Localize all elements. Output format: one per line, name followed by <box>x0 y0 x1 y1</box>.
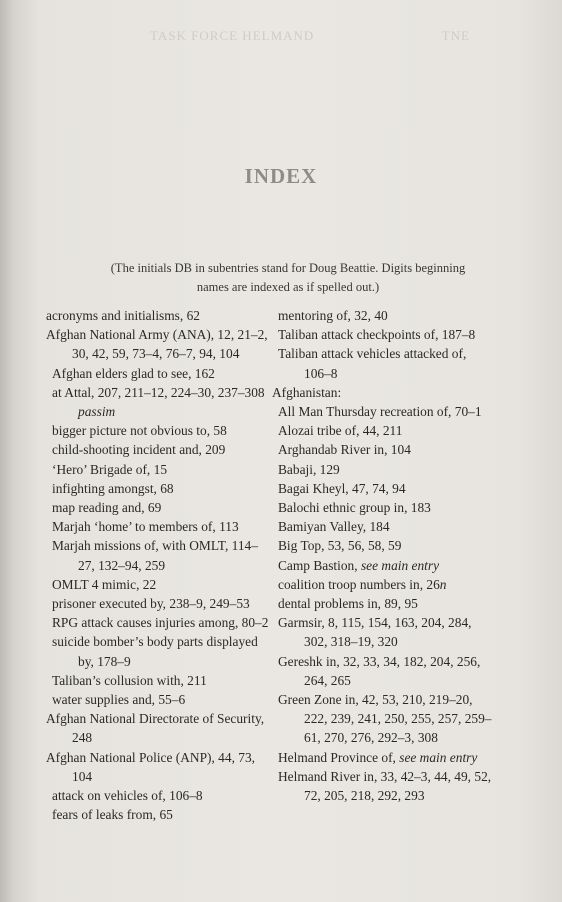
index-entry <box>46 594 272 613</box>
index-entry-text: Taliban attack vehicles attacked of, 106–8 <box>278 346 467 381</box>
index-entry <box>272 440 492 459</box>
index-entry-text: dental problems in, 89, 95 <box>278 596 418 612</box>
index-entry-text: at Attal, 207, 211–12, 224–30, 237–308 <box>52 384 265 400</box>
index-entry <box>46 575 272 594</box>
index-entry <box>272 594 492 613</box>
index-entry-text: RPG attack causes injuries among, 80–2 <box>52 615 269 631</box>
index-entry <box>46 536 272 574</box>
index-entry <box>272 613 492 651</box>
index-entry <box>46 690 272 709</box>
index-entry-text: All Man Thursday recreation of, 70–1 <box>278 404 482 420</box>
index-entry-text: map reading and, 69 <box>52 500 162 516</box>
index-column-left <box>46 306 272 824</box>
index-entry <box>46 709 272 747</box>
index-entry <box>272 383 492 402</box>
index-entry-text: Bamiyan Valley, 184 <box>278 519 390 535</box>
index-entry-text: Garmsir, 8, 115, 154, 163, 204, 284, 302, 318–19, 320 <box>278 615 472 650</box>
index-entry-text: bigger picture not obvious to, 58 <box>52 423 227 439</box>
index-entry-text: Taliban’s collusion with, 211 <box>52 672 207 688</box>
index-entry <box>272 306 492 325</box>
index-entry <box>46 325 272 363</box>
index-entry <box>272 344 492 382</box>
show-through-header <box>150 28 470 48</box>
index-entry-text: Arghandab River in, 104 <box>278 442 411 458</box>
index-entry-text: Bagai Kheyl, 47, 74, 94 <box>278 480 406 496</box>
index-entry <box>46 440 272 459</box>
show-through-left: TASK FORCE HELMAND <box>150 28 315 43</box>
index-entry-text: Afghan elders glad to see, 162 <box>52 365 215 381</box>
index-entry <box>46 498 272 517</box>
index-entry <box>46 421 272 440</box>
index-entry <box>46 613 272 632</box>
index-entry-text: Marjah ‘home’ to members of, 113 <box>52 519 239 535</box>
index-entry <box>46 671 272 690</box>
index-entry-text: Big Top, 53, 56, 58, 59 <box>278 538 402 554</box>
index-entry <box>272 536 492 555</box>
index-entry-italic: see main entry <box>360 557 440 573</box>
index-note: (The initials DB in subentries stand for Doug Beattie. Digits beginning names are indexed as if spelled out.) <box>110 261 466 294</box>
index-entry <box>272 517 492 536</box>
index-entry-italic: n <box>439 576 447 592</box>
index-entry-text: child-shooting incident and, 209 <box>52 442 226 458</box>
index-entry-text: Alozai tribe of, 44, 211 <box>278 423 403 439</box>
index-entry-text: ‘Hero’ Brigade of, 15 <box>52 461 168 477</box>
index-entry-text: Helmand Province of, <box>278 749 400 765</box>
index-entry <box>46 786 272 805</box>
index-entry-text: suicide bomber’s body parts displayed by, 178–9 <box>52 634 258 669</box>
index-entry <box>272 421 492 440</box>
index-entry-text: fears of leaks from, 65 <box>52 807 173 823</box>
index-entry-text: Afghanistan: <box>272 384 342 400</box>
index-entry <box>46 479 272 498</box>
index-entry-text: infighting amongst, 68 <box>52 480 174 496</box>
index-entry-text: Afghan National Police (ANP), 44, 73, 104 <box>46 749 256 784</box>
index-entry-text: Camp Bastion, <box>278 557 361 573</box>
index-entry <box>272 748 492 767</box>
index-column-right <box>272 306 492 805</box>
index-entry-italic: see main entry <box>399 749 478 765</box>
index-entry <box>46 460 272 479</box>
index-entry <box>272 498 492 517</box>
index-entry-text: Helmand River in, 33, 42–3, 44, 49, 52, 72, 205, 218, 292, 293 <box>278 768 492 804</box>
index-entry-text: Afghan National Army (ANA), 12, 21–2, 30, 42, 59, 73–4, 76–7, 94, 104 <box>46 327 268 362</box>
index-entry <box>46 364 272 383</box>
index-entry-text: attack on vehicles of, 106–8 <box>52 788 203 804</box>
index-entry <box>46 748 272 786</box>
index-entry-italic: passim <box>78 404 116 420</box>
index-entry <box>272 767 492 805</box>
index-entry <box>272 556 492 575</box>
index-entry-text: acronyms and initialisms, 62 <box>46 308 200 323</box>
index-entry <box>272 690 492 748</box>
index-entry-text: Taliban attack checkpoints of, 187–8 <box>278 327 476 343</box>
index-entry-text: water supplies and, 55–6 <box>52 692 186 708</box>
index-entry <box>46 632 272 670</box>
index-entry-text: prisoner executed by, 238–9, 249–53 <box>52 596 250 612</box>
index-entry <box>46 306 272 325</box>
index-entry-text: Babaji, 129 <box>278 461 340 477</box>
index-entry <box>46 805 272 824</box>
index-entry <box>272 575 492 594</box>
index-entry-text: Green Zone in, 42, 53, 210, 219–20, 222, 239, 241, 250, 255, 257, 259–61, 270, 276, 292–3, 308 <box>278 692 492 746</box>
index-entry-text: Afghan National Directorate of Security, 248 <box>46 711 265 746</box>
index-entry <box>46 517 272 536</box>
index-entry-text: Marjah missions of, with OMLT, 114–27, 132–94, 259 <box>52 538 258 573</box>
index-entry-text: Gereshk in, 32, 33, 34, 182, 204, 256, 264, 265 <box>278 653 481 688</box>
page-title: INDEX <box>244 164 318 188</box>
index-entry-text: mentoring of, 32, 40 <box>278 308 388 323</box>
index-entry <box>272 479 492 498</box>
index-entry <box>272 460 492 479</box>
index-entry <box>272 402 492 421</box>
index-entry <box>272 652 492 690</box>
index-entry-text: coalition troop numbers in, 26 <box>278 576 440 592</box>
index-entry <box>272 325 492 344</box>
index-entry-text: OMLT 4 mimic, 22 <box>52 576 157 592</box>
show-through-right: TNE <box>441 28 470 43</box>
index-entry <box>46 383 272 421</box>
index-entry-text: Balochi ethnic group in, 183 <box>278 500 431 516</box>
